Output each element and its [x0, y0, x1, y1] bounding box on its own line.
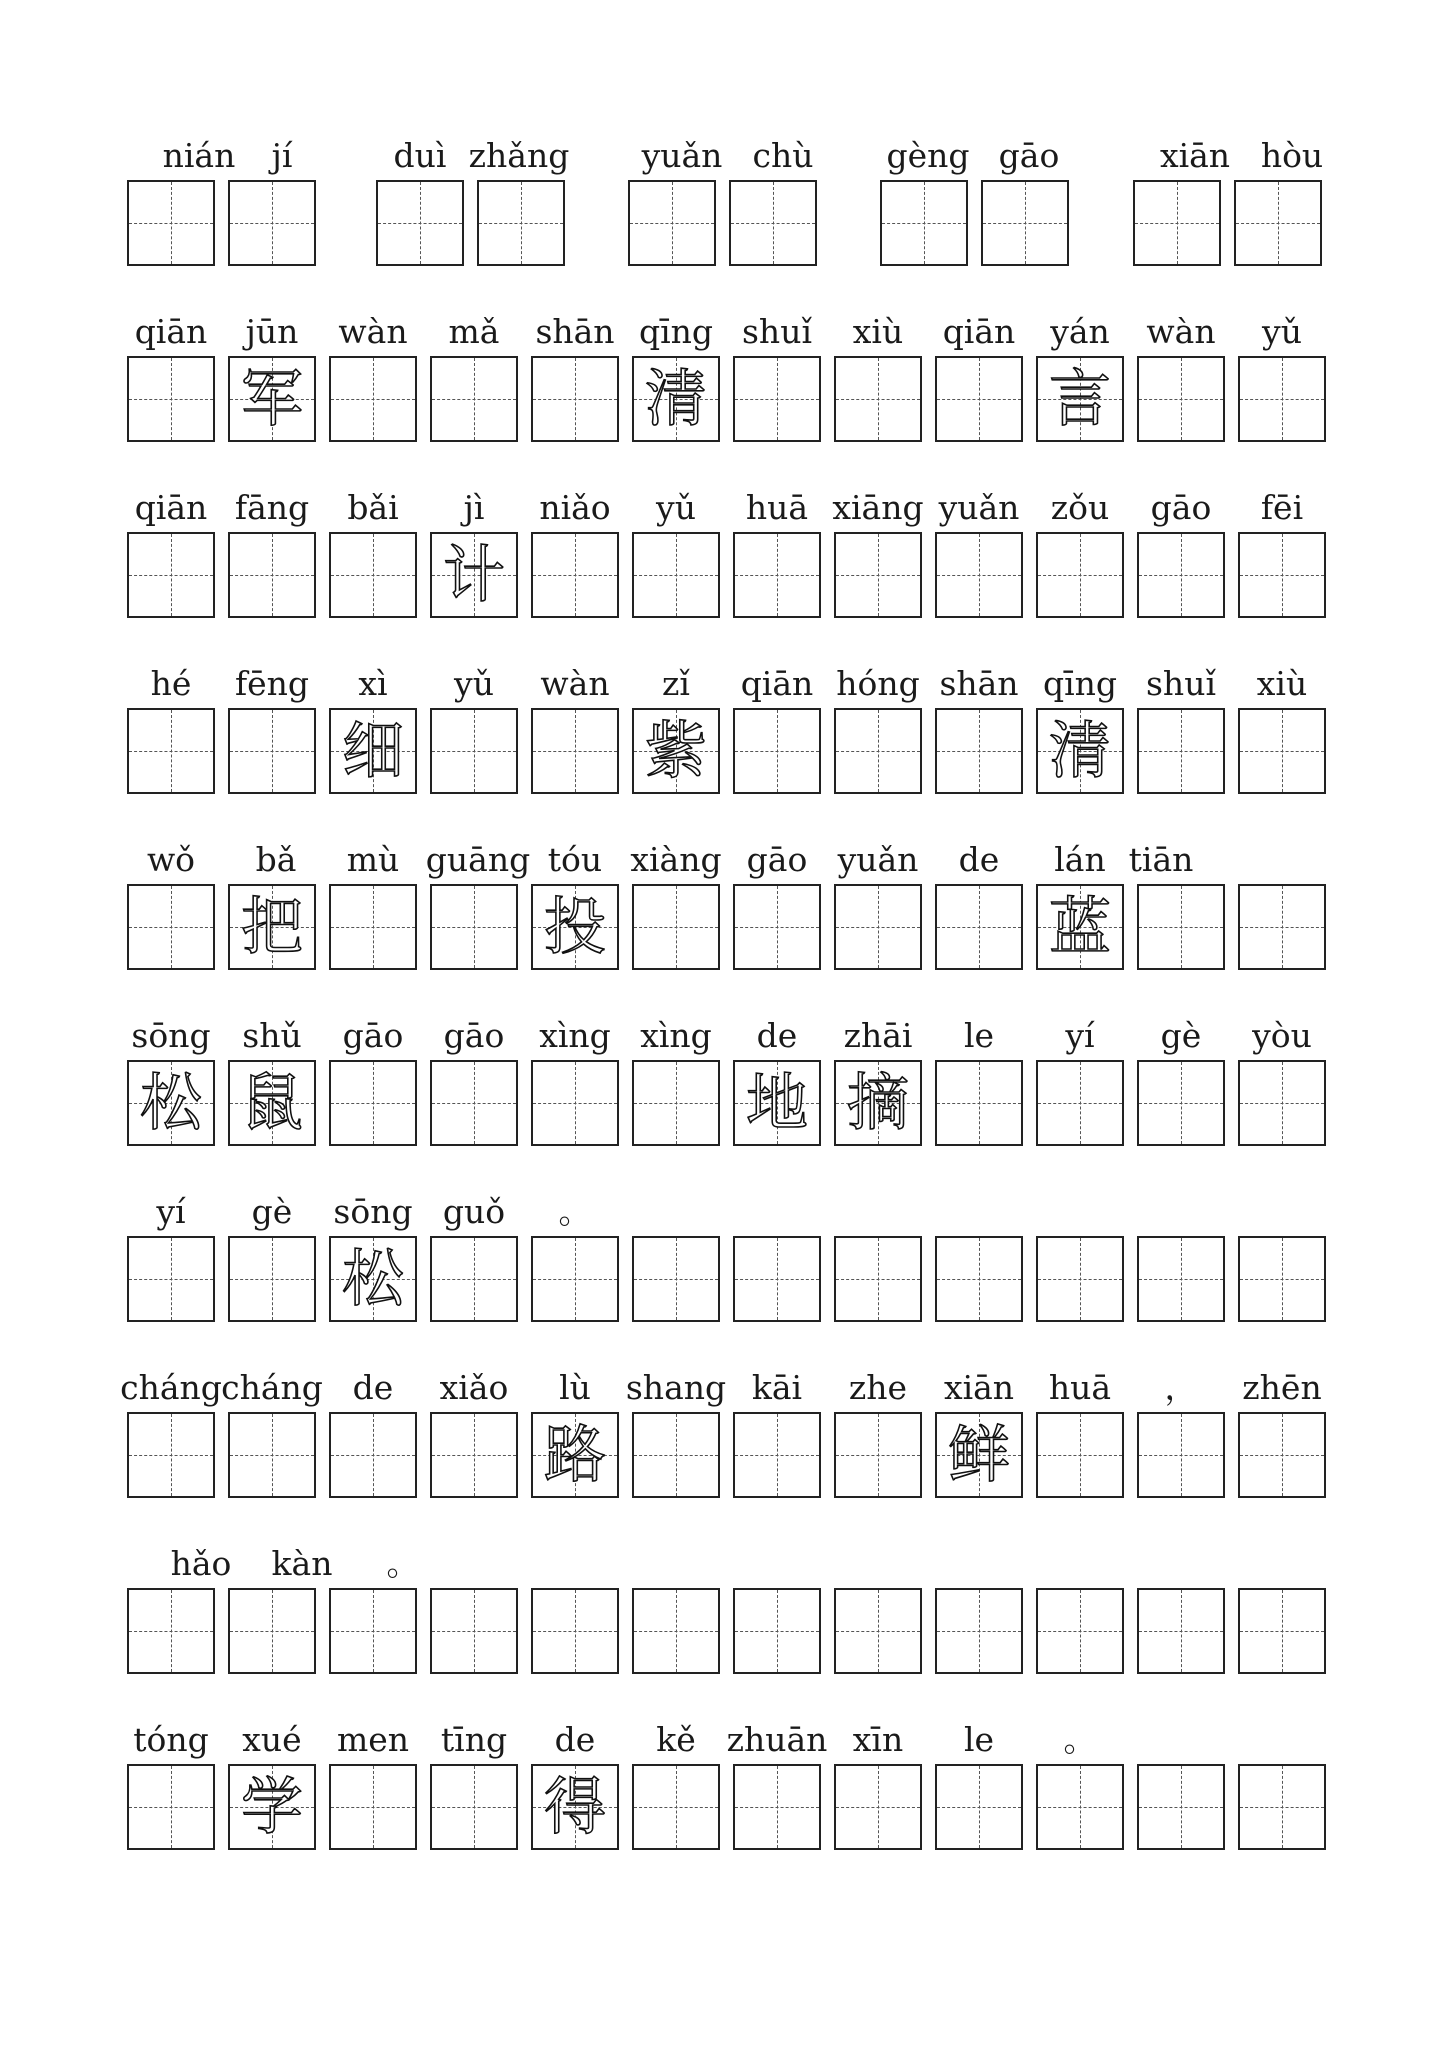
worksheet-row-4 [0, 662, 1450, 802]
pinyin-label: zhēn [1242, 1368, 1322, 1407]
pinyin-label: hé [150, 664, 192, 703]
writing-cell[interactable] [531, 1588, 619, 1674]
outline-character: 松 [139, 1066, 202, 1139]
pinyin-label: ， [1164, 1368, 1198, 1407]
pinyin-label: tiān [1128, 840, 1194, 879]
writing-cell[interactable] [935, 1412, 1023, 1498]
pinyin-label: gāo [746, 840, 808, 879]
writing-cell[interactable] [1238, 356, 1326, 442]
worksheet-row-8 [0, 1366, 1450, 1506]
writing-cell[interactable] [329, 1412, 417, 1498]
writing-cell[interactable] [329, 884, 417, 970]
writing-cell[interactable] [1238, 1060, 1326, 1146]
outline-character: 得 [543, 1770, 606, 1843]
writing-cell[interactable] [1137, 356, 1225, 442]
writing-cell[interactable] [531, 1412, 619, 1498]
writing-cell[interactable] [834, 1060, 922, 1146]
writing-cell[interactable] [1238, 884, 1326, 970]
writing-cell[interactable] [228, 1588, 316, 1674]
pinyin-label: jūn [245, 312, 299, 351]
writing-cell[interactable] [935, 1060, 1023, 1146]
pinyin-label: yǔ [454, 664, 494, 703]
pinyin-label: qīng [1042, 664, 1118, 703]
outline-character: 军 [240, 362, 303, 435]
pinyin-label: yán [1050, 312, 1110, 351]
writing-cell[interactable] [430, 1060, 518, 1146]
writing-cell[interactable] [1137, 1588, 1225, 1674]
writing-cell[interactable] [228, 1764, 316, 1850]
writing-cell[interactable] [127, 1412, 215, 1498]
writing-cell[interactable] [834, 356, 922, 442]
writing-cell[interactable] [1036, 532, 1124, 618]
writing-cell[interactable] [1238, 708, 1326, 794]
writing-cell[interactable] [632, 884, 720, 970]
pinyin-label: xiāng [832, 488, 924, 527]
pinyin-label: shuǐ [1146, 664, 1216, 703]
pinyin-label: wàn [338, 312, 408, 351]
writing-cell[interactable] [632, 1588, 720, 1674]
writing-cell[interactable] [531, 1060, 619, 1146]
outline-character: 路 [543, 1418, 606, 1491]
writing-cell[interactable] [632, 1060, 720, 1146]
writing-cell[interactable] [127, 884, 215, 970]
pinyin-label: yǔ [1262, 312, 1302, 351]
writing-cell[interactable] [329, 356, 417, 442]
writing-cell[interactable] [1238, 532, 1326, 618]
pinyin-label: shang [625, 1368, 727, 1407]
writing-cell[interactable] [127, 1764, 215, 1850]
pinyin-label: zhǎng [468, 136, 570, 175]
pinyin-label: xué [242, 1720, 302, 1759]
pinyin-label: xì [358, 664, 388, 703]
writing-cell[interactable] [935, 708, 1023, 794]
outline-character: 把 [240, 890, 303, 963]
writing-cell[interactable] [834, 884, 922, 970]
outline-character: 言 [1048, 362, 1111, 435]
pinyin-label: cháng [120, 1368, 222, 1407]
pinyin-label: gāo [998, 136, 1060, 175]
pinyin-label: lù [559, 1368, 591, 1407]
pinyin-label: bǎ [255, 840, 297, 879]
writing-cell[interactable] [430, 884, 518, 970]
outline-character: 清 [1048, 714, 1111, 787]
pinyin-label: nián [162, 136, 236, 175]
writing-cell[interactable] [477, 180, 565, 266]
pinyin-label: sōng [333, 1192, 413, 1231]
pinyin-label: yòu [1252, 1016, 1312, 1055]
writing-cell[interactable] [981, 180, 1069, 266]
pinyin-label: shuǐ [742, 312, 812, 351]
pinyin-label: de [756, 1016, 798, 1055]
writing-cell[interactable] [531, 356, 619, 442]
writing-cell[interactable] [935, 1236, 1023, 1322]
writing-cell[interactable] [1137, 1764, 1225, 1850]
worksheet-row-3 [0, 486, 1450, 626]
writing-cell[interactable] [1238, 1412, 1326, 1498]
pinyin-label: guǒ [442, 1192, 506, 1231]
outline-character: 学 [240, 1770, 303, 1843]
writing-cell[interactable] [628, 180, 716, 266]
pinyin-label: huā [1048, 1368, 1112, 1407]
pinyin-label: kě [656, 1720, 696, 1759]
writing-cell[interactable] [733, 1764, 821, 1850]
pinyin-label: gāo [443, 1016, 505, 1055]
writing-cell[interactable] [329, 708, 417, 794]
outline-character: 摘 [846, 1066, 909, 1139]
outline-character: 地 [745, 1066, 808, 1139]
pinyin-label: gāo [342, 1016, 404, 1055]
writing-cell[interactable] [1137, 884, 1225, 970]
writing-cell[interactable] [935, 1764, 1023, 1850]
pinyin-label: shān [939, 664, 1019, 703]
writing-cell[interactable] [729, 180, 817, 266]
outline-character: 细 [341, 714, 404, 787]
writing-cell[interactable] [1238, 1764, 1326, 1850]
pinyin-label: men [336, 1720, 410, 1759]
writing-cell[interactable] [733, 1412, 821, 1498]
pinyin-label: chù [752, 136, 814, 175]
writing-cell[interactable] [329, 1236, 417, 1322]
writing-cell[interactable] [228, 180, 316, 266]
pinyin-label: 。 [1063, 1720, 1097, 1759]
pinyin-label: qīng [638, 312, 714, 351]
pinyin-label: 。 [558, 1192, 592, 1231]
pinyin-label: mù [346, 840, 400, 879]
pinyin-label: yí [156, 1192, 186, 1231]
pinyin-label: qiān [134, 488, 208, 527]
writing-cell[interactable] [329, 1764, 417, 1850]
pinyin-label: zhe [848, 1368, 908, 1407]
writing-cell[interactable] [1036, 1060, 1124, 1146]
worksheet-row-1 [0, 134, 1450, 274]
writing-cell[interactable] [733, 356, 821, 442]
writing-cell[interactable] [733, 884, 821, 970]
pinyin-label: qiān [740, 664, 814, 703]
pinyin-label: lán [1054, 840, 1106, 879]
pinyin-label: hǎo [170, 1544, 232, 1583]
writing-cell[interactable] [127, 356, 215, 442]
writing-cell[interactable] [228, 884, 316, 970]
writing-cell[interactable] [430, 1412, 518, 1498]
pinyin-label: tīng [440, 1720, 508, 1759]
writing-cell[interactable] [376, 180, 464, 266]
writing-cell[interactable] [1238, 1588, 1326, 1674]
pinyin-label: guāng [425, 840, 531, 879]
writing-cell[interactable] [127, 1588, 215, 1674]
writing-cell[interactable] [1036, 356, 1124, 442]
worksheet-row-9 [0, 1542, 1450, 1682]
writing-cell[interactable] [1036, 1412, 1124, 1498]
writing-cell[interactable] [531, 708, 619, 794]
writing-cell[interactable] [632, 1236, 720, 1322]
pinyin-label: fēng [234, 664, 310, 703]
writing-cell[interactable] [127, 1236, 215, 1322]
pinyin-label: yuǎn [641, 136, 723, 175]
writing-cell[interactable] [632, 1412, 720, 1498]
pinyin-label: bǎi [347, 488, 399, 527]
pinyin-label: gè [1160, 1016, 1202, 1055]
worksheet-row-10 [0, 1718, 1450, 1858]
pinyin-label: mǎ [448, 312, 500, 351]
outline-character: 蓝 [1048, 890, 1111, 963]
writing-cell[interactable] [228, 532, 316, 618]
pinyin-label: hòu [1260, 136, 1324, 175]
outline-character: 鼠 [240, 1066, 303, 1139]
writing-cell[interactable] [430, 356, 518, 442]
pinyin-label: duì [393, 136, 447, 175]
worksheet-row-2 [0, 310, 1450, 450]
pinyin-label: zǒu [1050, 488, 1110, 527]
pinyin-label: xiù [852, 312, 904, 351]
pinyin-label: yuǎn [938, 488, 1020, 527]
writing-cell[interactable] [1234, 180, 1322, 266]
pinyin-label: tóu [547, 840, 603, 879]
writing-cell[interactable] [1036, 1236, 1124, 1322]
writing-cell[interactable] [430, 708, 518, 794]
writing-cell[interactable] [834, 1236, 922, 1322]
pinyin-label: yǔ [656, 488, 696, 527]
writing-cell[interactable] [329, 1588, 417, 1674]
writing-cell[interactable] [1133, 180, 1221, 266]
pinyin-label: xīn [852, 1720, 904, 1759]
pinyin-label: sōng [131, 1016, 211, 1055]
writing-cell[interactable] [127, 1060, 215, 1146]
pinyin-label: de [352, 1368, 394, 1407]
writing-cell[interactable] [834, 532, 922, 618]
pinyin-label: 。 [386, 1544, 420, 1583]
pinyin-label: gèng [886, 136, 970, 175]
pinyin-label: kàn [271, 1544, 333, 1583]
pinyin-label: jì [463, 488, 485, 527]
pinyin-label: wǒ [146, 840, 196, 879]
outline-character: 鲜 [947, 1418, 1010, 1491]
pinyin-label: xiǎo [439, 1368, 509, 1407]
writing-cell[interactable] [733, 1588, 821, 1674]
pinyin-label: fāng [234, 488, 310, 527]
pinyin-label: zǐ [662, 664, 690, 703]
pinyin-label: fēi [1260, 488, 1304, 527]
writing-cell[interactable] [834, 1412, 922, 1498]
writing-cell[interactable] [329, 532, 417, 618]
pinyin-label: gāo [1150, 488, 1212, 527]
writing-cell[interactable] [1036, 1764, 1124, 1850]
writing-cell[interactable] [430, 532, 518, 618]
outline-character: 紫 [644, 714, 707, 787]
pinyin-label: xìng [539, 1016, 611, 1055]
writing-cell[interactable] [329, 1060, 417, 1146]
writing-cell[interactable] [228, 1412, 316, 1498]
pinyin-label: shǔ [242, 1016, 302, 1055]
writing-cell[interactable] [733, 532, 821, 618]
writing-cell[interactable] [834, 708, 922, 794]
writing-cell[interactable] [632, 708, 720, 794]
pinyin-label: qiān [942, 312, 1016, 351]
pinyin-label: niǎo [539, 488, 611, 527]
pinyin-label: xiàng [630, 840, 722, 879]
writing-cell[interactable] [1036, 884, 1124, 970]
writing-cell[interactable] [1137, 1412, 1225, 1498]
writing-cell[interactable] [935, 532, 1023, 618]
pinyin-label: xiān [1159, 136, 1231, 175]
outline-character: 计 [442, 538, 505, 611]
pinyin-label: xiù [1256, 664, 1308, 703]
pinyin-label: zhāi [843, 1016, 913, 1055]
writing-cell[interactable] [228, 356, 316, 442]
pinyin-label: qiān [134, 312, 208, 351]
writing-cell[interactable] [733, 708, 821, 794]
worksheet-row-5 [0, 838, 1450, 978]
writing-cell[interactable] [127, 532, 215, 618]
pinyin-label: yí [1065, 1016, 1095, 1055]
pinyin-label: shān [535, 312, 615, 351]
writing-cell[interactable] [935, 1588, 1023, 1674]
pinyin-label: gè [251, 1192, 293, 1231]
writing-cell[interactable] [733, 1060, 821, 1146]
pinyin-label: xìng [640, 1016, 712, 1055]
outline-character: 清 [644, 362, 707, 435]
writing-cell[interactable] [127, 180, 215, 266]
writing-cell[interactable] [935, 884, 1023, 970]
outline-character: 松 [341, 1242, 404, 1315]
outline-character: 投 [543, 890, 606, 963]
pinyin-label: huā [745, 488, 809, 527]
pinyin-label: le [963, 1720, 995, 1759]
pinyin-label: xiān [943, 1368, 1015, 1407]
writing-cell[interactable] [1036, 1588, 1124, 1674]
writing-cell[interactable] [1137, 1236, 1225, 1322]
writing-cell[interactable] [430, 1236, 518, 1322]
writing-cell[interactable] [127, 708, 215, 794]
writing-cell[interactable] [834, 1588, 922, 1674]
writing-cell[interactable] [531, 532, 619, 618]
writing-cell[interactable] [632, 532, 720, 618]
writing-cell[interactable] [935, 356, 1023, 442]
writing-cell[interactable] [1137, 1060, 1225, 1146]
writing-cell[interactable] [632, 356, 720, 442]
writing-cell[interactable] [834, 1764, 922, 1850]
pinyin-label: le [963, 1016, 995, 1055]
pinyin-label: wàn [1146, 312, 1216, 351]
pinyin-label: de [554, 1720, 596, 1759]
pinyin-label: hóng [836, 664, 920, 703]
pinyin-label: kāi [751, 1368, 803, 1407]
writing-cell[interactable] [1036, 708, 1124, 794]
writing-cell[interactable] [228, 1060, 316, 1146]
pinyin-label: jí [271, 136, 293, 175]
pinyin-label: yuǎn [837, 840, 919, 879]
writing-cell[interactable] [531, 1764, 619, 1850]
writing-cell[interactable] [632, 1764, 720, 1850]
writing-cell[interactable] [531, 884, 619, 970]
pinyin-label: cháng [221, 1368, 323, 1407]
writing-cell[interactable] [228, 1236, 316, 1322]
writing-cell[interactable] [430, 1588, 518, 1674]
writing-cell[interactable] [1238, 1236, 1326, 1322]
pinyin-label: zhuān [726, 1720, 828, 1759]
worksheet-row-6 [0, 1014, 1450, 1154]
pinyin-label: tóng [133, 1720, 209, 1759]
writing-cell[interactable] [733, 1236, 821, 1322]
writing-cell[interactable] [228, 708, 316, 794]
pinyin-label: wàn [540, 664, 610, 703]
writing-cell[interactable] [1137, 532, 1225, 618]
writing-cell[interactable] [1137, 708, 1225, 794]
pinyin-label: de [958, 840, 1000, 879]
writing-cell[interactable] [430, 1764, 518, 1850]
writing-cell[interactable] [880, 180, 968, 266]
writing-cell[interactable] [531, 1236, 619, 1322]
worksheet-row-7 [0, 1190, 1450, 1330]
